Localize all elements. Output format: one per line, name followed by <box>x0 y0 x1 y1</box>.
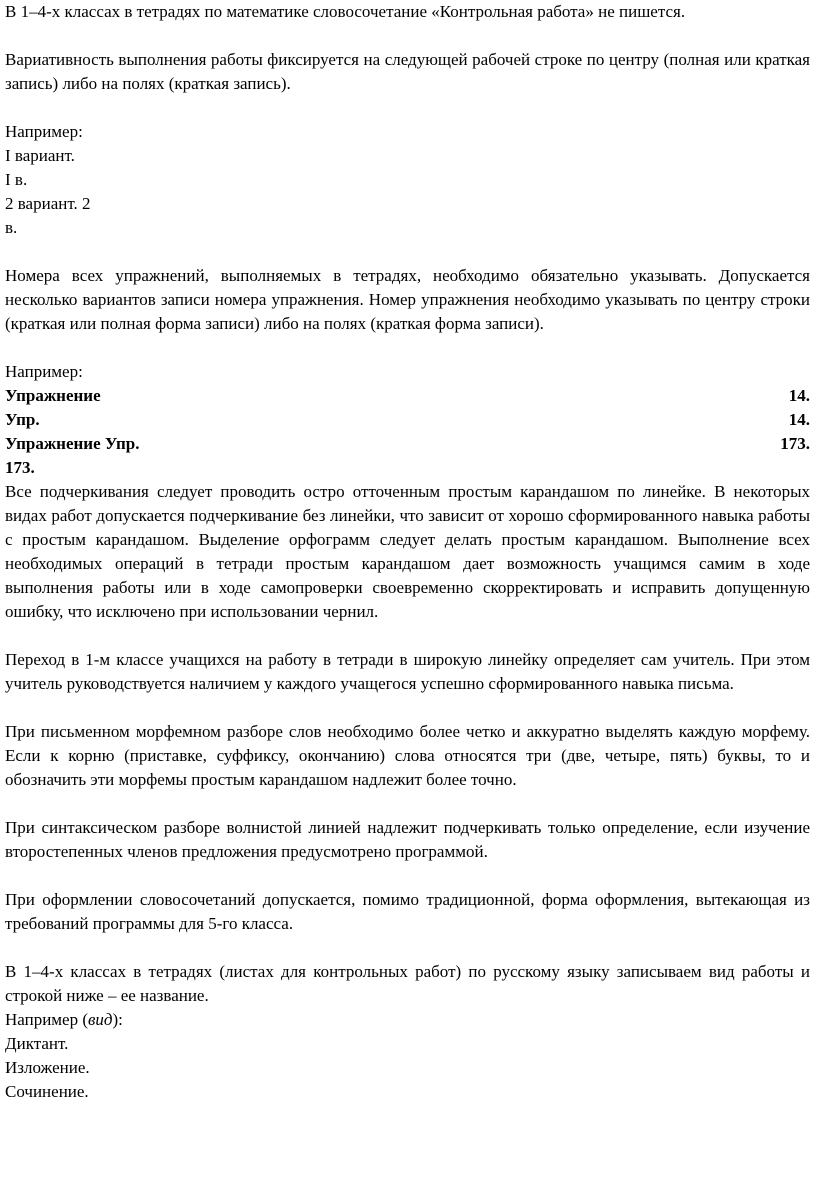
example-label: Например: <box>5 122 83 141</box>
example-exercises <box>5 360 810 480</box>
example-line: в. <box>5 218 18 237</box>
spacer <box>5 336 810 360</box>
example-label-end: ): <box>112 1010 123 1029</box>
spacer <box>5 696 810 720</box>
exercise-row <box>5 384 810 408</box>
paragraph-exercise-numbers: Номера всех упражнений, выполняемых в тетрадях, необходимо обязательно указывать. Допускается несколько вариантов записи номера упражнения. Номер упражнения необходимо указывать по центру строки (краткая или полная форма записи) либо на полях (краткая форма записи). <box>5 266 810 333</box>
paragraph-phrases: При оформлении словосочетаний допускается, помимо традиционной, форма оформления, вытекающая из требований программы для 5-го класса. <box>5 890 810 933</box>
example-label-emphasis: вид <box>88 1010 113 1029</box>
exercise-label: Упражнение Упр. <box>5 434 140 453</box>
example-label-start: Например ( <box>5 1010 89 1029</box>
paragraph-syntax-analysis: При синтаксическом разборе волнистой линией надлежит подчеркивать только определение, если изучение второстепенных членов предложения предусмотрено программой. <box>5 818 810 861</box>
exercise-label: Упражнение <box>5 386 101 405</box>
exercise-number-tail: 173. <box>5 458 35 477</box>
exercise-row <box>5 408 810 432</box>
example-line: I вариант. <box>5 146 75 165</box>
spacer <box>5 936 810 960</box>
exercise-row <box>5 432 810 456</box>
spacer <box>5 864 810 888</box>
spacer <box>5 624 810 648</box>
paragraph-math-notebooks: В 1–4-х классах в тетрадях по математике словосочетание «Контрольная работа» не пишется. <box>5 2 686 21</box>
exercise-number: 14. <box>788 386 810 405</box>
example-line: I в. <box>5 170 28 189</box>
paragraph-underlining: Все подчеркивания следует проводить остро отточенным простым карандашом по линейке. В некоторых видах работ допускается подчеркивание без линейки, что зависит от хорошо сформированного навыка работы с простым карандашом. Выделение орфограмм следует делать простым карандашом. Выполнение всех необходимых операций в тетради простым карандашом дает возможность учащимся самим в ходе выполнения работы или в ходе самопроверки своевременно скорректировать и исправить допущенную ошибку, что исключено при использовании чернил. <box>5 482 810 621</box>
paragraph-morpheme-analysis: При письменном морфемном разборе слов необходимо более четко и аккуратно выделять каждую морфему. Если к корню (приставке, суффиксу, окончанию) слова относятся три (две, четыре, пять) буквы, то и обозначить эти морфемы простым карандашом надлежит более точно. <box>5 722 810 789</box>
example-label <box>5 1008 810 1032</box>
work-type: Диктант. <box>5 1034 69 1053</box>
work-type: Сочинение. <box>5 1082 89 1101</box>
example-label: Например: <box>5 362 83 381</box>
work-type: Изложение. <box>5 1058 90 1077</box>
paragraph-russian-notebooks: В 1–4-х классах в тетрадях (листах для контрольных работ) по русскому языку записываем вид работы и строкой ниже – ее название. <box>5 962 810 1005</box>
paragraph-variants: Вариативность выполнения работы фиксируется на следующей рабочей строке по центру (полная или краткая запись) либо на полях (краткая запись). <box>5 50 810 93</box>
paragraph-wide-ruling: Переход в 1-м классе учащихся на работу в тетради в широкую линейку определяет сам учитель. При этом учитель руководствуется наличием у каждого учащегося успешно сформированного навыка письма. <box>5 650 810 693</box>
example-work-types <box>5 1008 810 1104</box>
spacer <box>5 792 810 816</box>
example-line: 2 вариант. 2 <box>5 194 91 213</box>
exercise-number: 173. <box>780 434 810 453</box>
exercise-number: 14. <box>788 410 810 429</box>
spacer <box>5 96 810 120</box>
example-variants <box>5 120 810 240</box>
exercise-label: Упр. <box>5 410 40 429</box>
spacer <box>5 240 810 264</box>
spacer <box>5 24 810 48</box>
